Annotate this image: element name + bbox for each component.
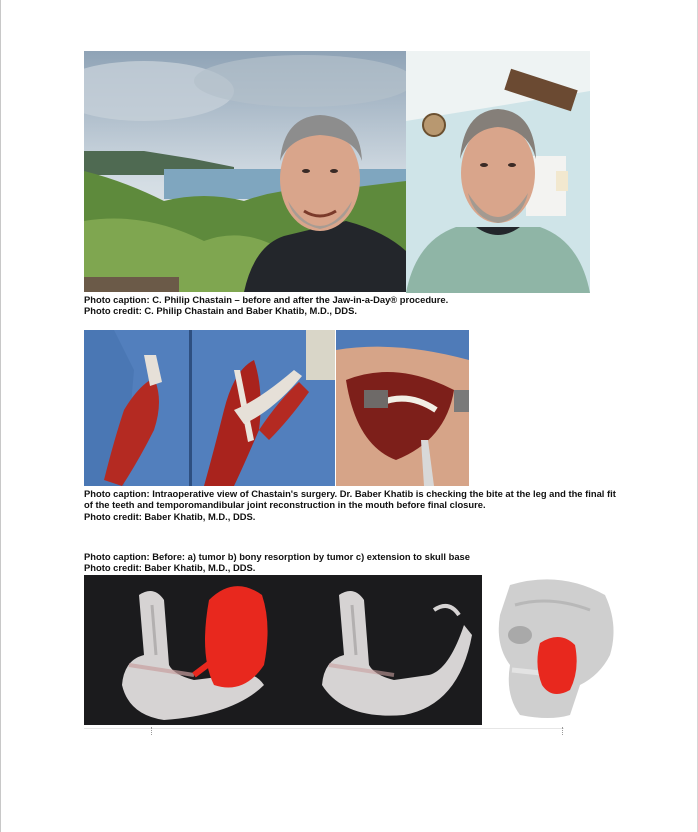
caption-intraoperative [84, 488, 624, 522]
caption-scans-text: Photo caption: Before: a) tumor b) bony resorption by tumor c) extension to skull base [84, 551, 470, 562]
before-photo [84, 51, 406, 292]
caption-before-after-credit: Photo credit: C. Philip Chastain and Baber Khatib, M.D., DDS. [84, 305, 357, 317]
intraoperative-photo-leg [84, 330, 335, 486]
scan-tumor-and-resorption [84, 575, 482, 725]
caption-before-after-text: Photo caption: C. Philip Chastain – before and after the Jaw-in-a-Day® procedure. [84, 294, 449, 305]
intraoperative-photo-mouth [336, 330, 469, 486]
caption-intraoperative-text: Photo caption: Intraoperative view of Chastain's surgery. Dr. Baber Khatib is checking the bite at the leg and the final fit of the teeth and temporomandibular joint reconstruction in the mouth before final closure. [84, 488, 616, 511]
caption-intraoperative-credit: Photo credit: Baber Khatib, M.D., DDS. [84, 510, 256, 522]
tick-mark [562, 727, 563, 735]
page-rule [84, 728, 564, 729]
caption-scans [84, 551, 624, 574]
caption-before-after [84, 294, 624, 317]
tick-mark [151, 727, 152, 735]
page-left-edge [0, 0, 1, 832]
scan-skull-base [490, 575, 619, 721]
caption-scans-credit: Photo credit: Baber Khatib, M.D., DDS. [84, 562, 256, 574]
after-photo [406, 51, 590, 293]
